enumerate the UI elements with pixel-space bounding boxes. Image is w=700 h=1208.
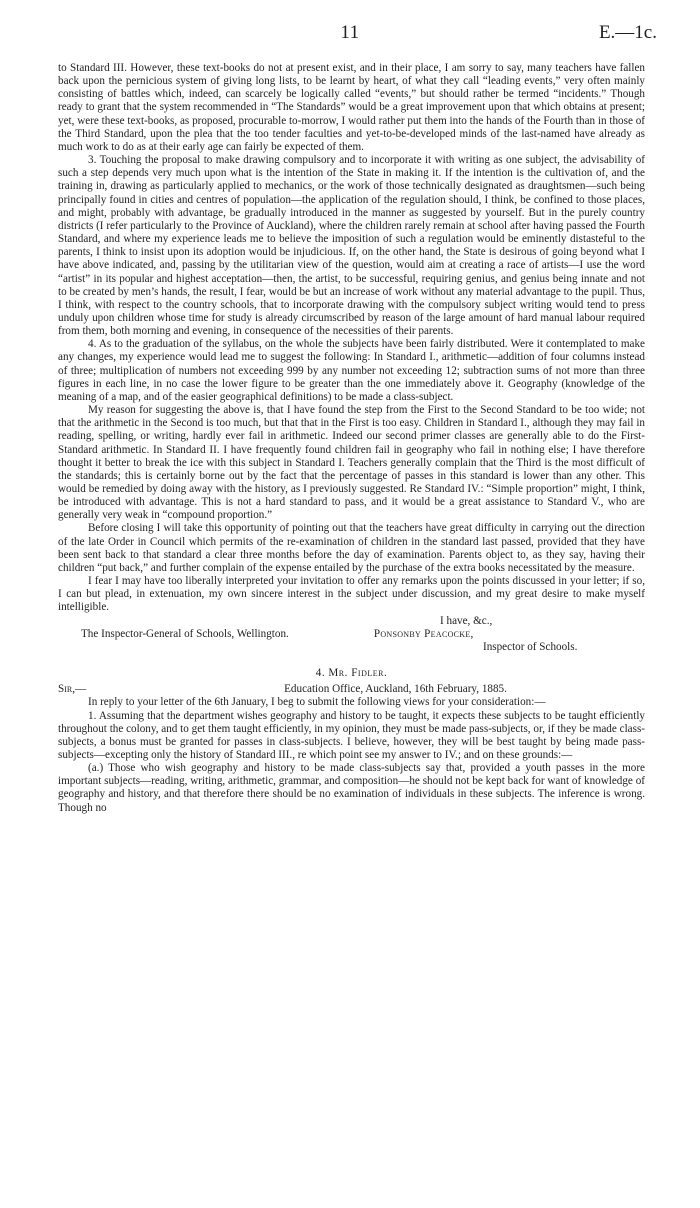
paragraph: 3. Touching the proposal to make drawing compulsory and to incorporate it with writing as one subject, the advisability of such a step depends very much upon what is the intention of the State in making it. If the intention is the cultivation of, and the training in, drawing as particularly applied to mechanics, or the work of those technically designated as draughtsmen—such being principally found in cities and centres of population—the application of the regulation should, I think, be confined to those places, and might, probably with advantage, be gradually introduced in the manner as suggested by yourself. But in the purely country districts (I refer particularly to the Province of Auckland), where the children rarely remain at school after having passed the Fourth Standard, and where my experience leads me to believe the imposition of such a regulation would be eminently distasteful to the parents, I think to insist upon its adoption would be injudicious. If, on the other hand, the State is desirous of going beyond what I have above indicated, and, passing by the utilitarian view of the question, would aim at creating a race of artists—I use the word “artist” in its popular and highest acceptation—then, the artist, to be successful, requiring genius, and genius being innate and not to be created by men’s hands, the result, I fear, would be but an increase of work without any material advantage to the pupil. Thus, I think, with respect to the country schools, that to incorporate drawing with the compulsory subject writing would tend to press unduly upon children whose time for study is already circumscribed by reason of the large amount of hard manual labour required from them, both morning and evening, in consequence of the necessities of their parents. — [58, 154, 645, 338]
page-number: 11 — [340, 22, 360, 43]
paragraph: I fear I may have too liberally interpreted your invitation to offer any remarks upon the points discussed in your letter; if so, I can but plead, in extenuation, my own sincere interest in the subject under discussion, and my great desire to make myself intelligible. — [58, 575, 645, 614]
salutation: Sir,— — [58, 683, 87, 696]
paragraph: My reason for suggesting the above is, that I have found the step from the First to the Second Standard to be too wide; not that the arithmetic in the Second is too much, but that that in the First is too easy. Children in Standard I., although they may fail in reading, spelling, or writing, hardly ever fail in arithmetic. Indeed our second primer classes are generally able to do the First-Standard arithmetic. In Standard II. I have frequently found children fail in geography who fail in nothing else; I have therefore thought it better to break the ice with this subject in Standard I. Teachers generally complain that the Third is the most difficult of the standards; this is certainly borne out by the fact that the percentage of passes in this standard is lower than any other. This would be remedied by doing away with the history, as I previously suggested. Re Standard IV.: “Simple proportion” might, I think, be introduced with advantage. This is not a hard standard to pass, and it would be a great assistance to Standard V., who are generally very weak in “compound proportion.” — [58, 404, 645, 522]
location-date: Education Office, Auckland, 16th February, 1885. — [284, 683, 507, 696]
salutation-line — [58, 683, 645, 696]
paragraph: 4. As to the graduation of the syllabus, on the whole the subjects have been fairly distributed. Were it contemplated to make any changes, my experience would lead me to suggest the following: In Standard I., arithmetic—addition of four columns instead of three; multiplication of numbers not exceeding 999 by any number not exceeding 12; subtraction sums of not more than three figures in each line, in no case the lower figure to be greater than the one immediately above it. Geography (knowledge of the meaning of a map, and of the easier geographical definitions) to be made a class-subject. — [58, 338, 645, 403]
paragraph: Before closing I will take this opportunity of pointing out that the teachers have great difficulty in carrying out the direction of the late Order in Council which permits of the re-examination of children in the standard last passed, provided that they have been sent back to that standard a clear three months before the day of examination. Parents object to, as they say, having their children “put back,” and further complain of the expense entailed by the purchase of the extra books necessitated by the measure. — [58, 522, 645, 574]
paragraph: 1. Assuming that the department wishes geography and history to be taught, it expects these subjects to be taught efficiently throughout the colony, and to get them taught efficiently, in my opinion, they must be made pass-subjects, or, if they be made class-subjects, a bonus must be granted for passes in class-subjects. I believe, however, they will be best taught by being made pass-subjects—excepting only the history of Standard III., re which point see my answer to IV.; and on these grounds:— — [58, 709, 645, 761]
signatory-name: Ponsonby Peacocke, — [373, 627, 474, 640]
paragraph: to Standard III. However, these text-books do not at present exist, and in their place, I am sorry to say, many teachers have fallen back upon the pernicious system of giving long lists, to be learnt by heart, of what they call “leading events,” very often mainly consisting of battles which, indeed, can scarcely be logically called “events,” but should rather be termed “incidents.” Though ready to grant that the system recommended in “The Standards” would be a great improvement upon that which obtains at present; yet, were these text-books, as proposed, procurable to-morrow, I would rather put them into the hands of the Fourth than in those of the Third Standard, upon the plea that the too tender faculties and yet-to-be-developed minds of the last-named have already as much work to do as at their early age can fairly be expected of them. — [58, 62, 645, 153]
document-body — [58, 62, 645, 815]
paragraph: (a.) Those who wish geography and history to be made class-subjects say that, provided a youth passes in the more important subjects—reading, writing, arithmetic, grammar, and composition—he should not be kept back for want of knowledge of geography and history, and that therefore there should be no examination of individuals in these subjects. The inference is wrong. Though no — [58, 762, 645, 814]
document-reference: E.—1c. — [598, 22, 657, 43]
signatory-title: Inspector of Schools. — [483, 640, 578, 653]
addressee: The Inspector-General of Schools, Wellington. — [81, 627, 289, 640]
paragraph: In reply to your letter of the 6th January, I beg to submit the following views for your consideration:— — [88, 696, 546, 709]
signature-line — [58, 628, 645, 641]
section-heading: 4. Mr. Fidler. — [315, 667, 388, 680]
letter-closing: I have, &c., — [440, 614, 493, 627]
